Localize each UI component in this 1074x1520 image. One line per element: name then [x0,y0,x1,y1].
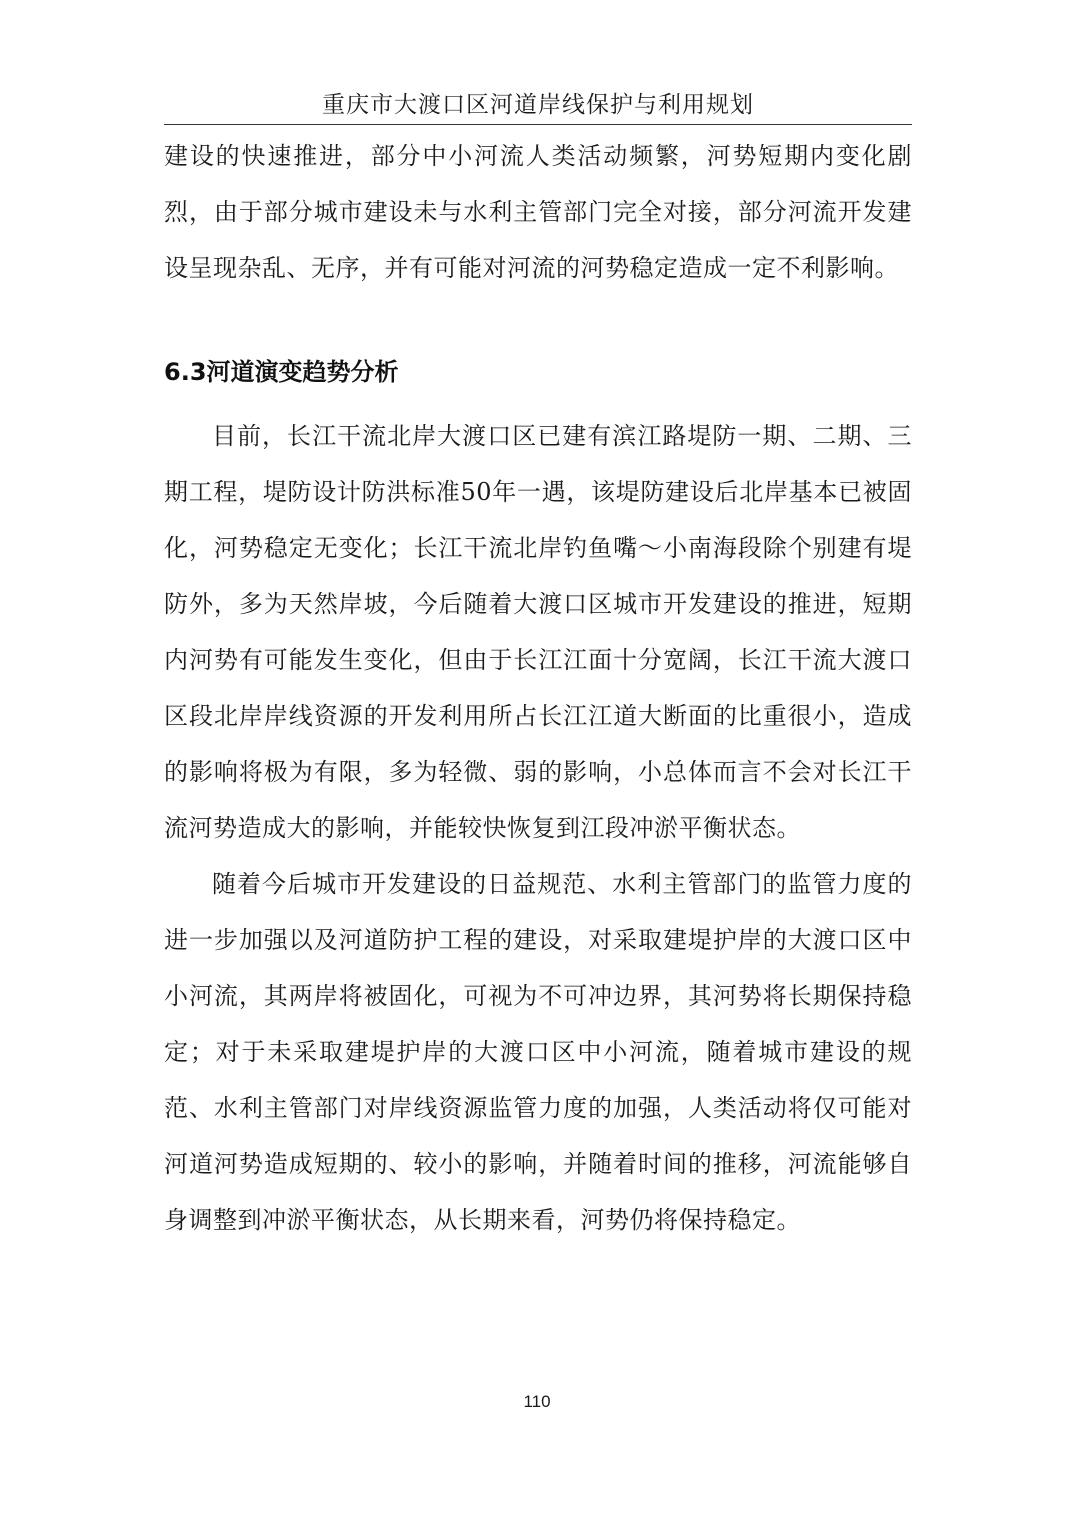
section-heading: 6.3河道演变趋势分析 [164,358,399,386]
running-header [164,86,912,125]
document-title: 重庆市大渡口区河道岸线保护与利用规划 [322,92,754,118]
body-paragraph-2: 随着今后城市开发建设的日益规范、水利主管部门的监管力度的进一步加强以及河道防护工程的建设，对采取建堤护岸的大渡口区中小河流，其两岸将被固化，可视为不可冲边界，其河势将长期保持稳定；对于未采取建堤护岸的大渡口区中小河流，随着城市建设的规范、水利主管部门对岸线资源监管力度的加强，人类活动将仅可能对河道河势造成短期的、较小的影响，并随着时间的推移，河流能够自身调整到冲淤平衡状态，从长期来看，河势仍将保持稳定。 [164,870,912,1234]
body-paragraph-1: 目前，长江干流北岸大渡口区已建有滨江路堤防一期、二期、三期工程，堤防设计防洪标准50年一遇，该堤防建设后北岸基本已被固化，河势稳定无变化；长江干流北岸钓鱼嘴～小南海段除个别建有堤防外，多为天然岸坡，今后随着大渡口区城市开发建设的推进，短期内河势有可能发生变化，但由于长江江面十分宽阔，长江干流大渡口区段北岸岸线资源的开发利用所占长江江道大断面的比重很小，造成的影响将极为有限，多为轻微、弱的影响，小总体而言不会对长江干流河势造成大的影响，并能较快恢复到江段冲淤平衡状态。 [164,422,912,842]
page-body [164,128,912,1248]
intro-paragraph: 建设的快速推进，部分中小河流人类活动频繁，河势短期内变化剧烈，由于部分城市建设未与水利主管部门完全对接，部分河流开发建设呈现杂乱、无序，并有可能对河流的河势稳定造成一定不利影响。 [164,142,912,282]
page-number: 110 [523,1392,551,1411]
